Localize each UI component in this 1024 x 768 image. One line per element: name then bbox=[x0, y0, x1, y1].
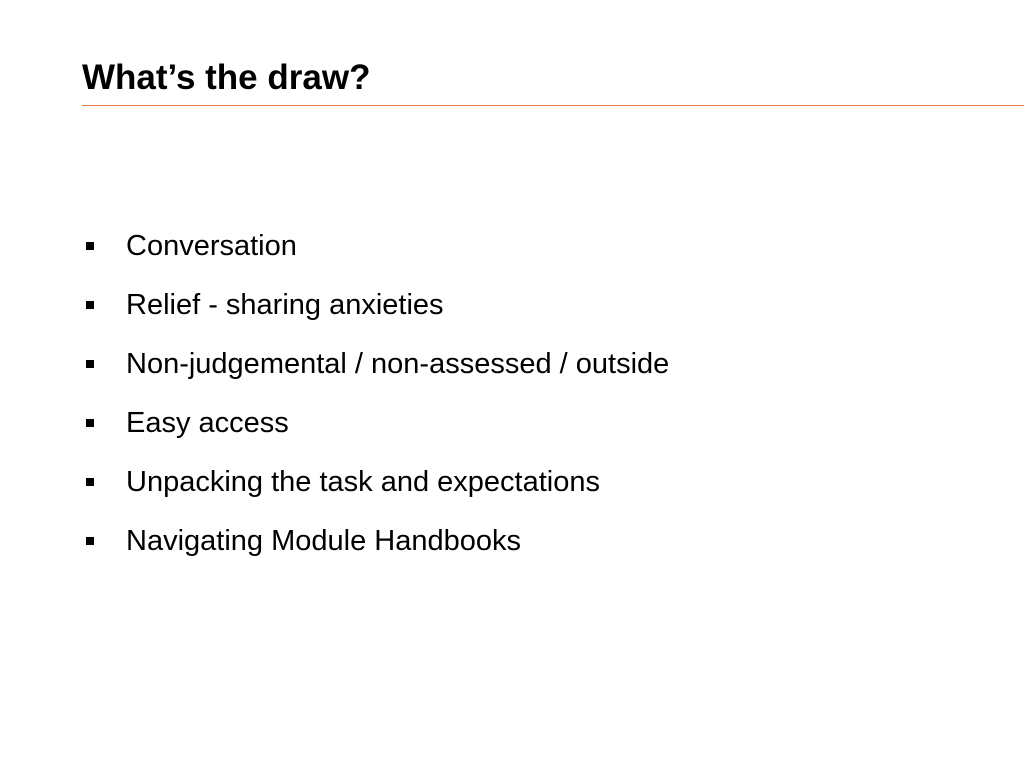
list-item-text: Non-judgemental / non-assessed / outside bbox=[126, 347, 670, 380]
list-item bbox=[86, 275, 669, 334]
title-divider bbox=[82, 105, 1024, 106]
slide-title: What’s the draw? bbox=[82, 58, 371, 97]
square-bullet-icon bbox=[86, 537, 94, 545]
square-bullet-icon bbox=[86, 301, 94, 309]
square-bullet-icon bbox=[86, 360, 94, 368]
list-item-text: Conversation bbox=[126, 229, 297, 262]
list-item bbox=[86, 334, 669, 393]
list-item-text: Unpacking the task and expectations bbox=[126, 465, 600, 498]
list-item-text: Navigating Module Handbooks bbox=[126, 524, 521, 557]
list-item-text: Easy access bbox=[126, 406, 289, 439]
list-item-text: Relief - sharing anxieties bbox=[126, 288, 444, 321]
list-item bbox=[86, 452, 669, 511]
square-bullet-icon bbox=[86, 419, 94, 427]
list-item bbox=[86, 393, 669, 452]
bullet-list bbox=[86, 216, 669, 570]
square-bullet-icon bbox=[86, 478, 94, 486]
list-item bbox=[86, 511, 669, 570]
list-item bbox=[86, 216, 669, 275]
square-bullet-icon bbox=[86, 242, 94, 250]
